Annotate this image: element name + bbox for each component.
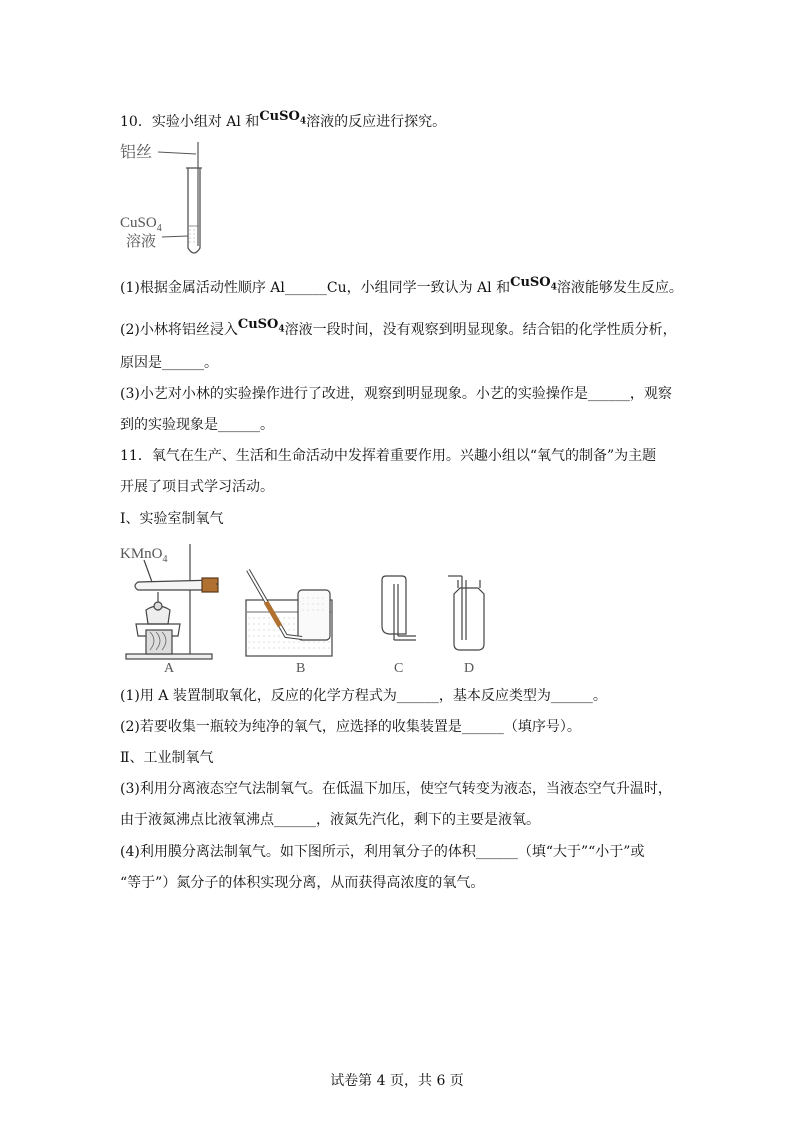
q10-intro-pre: 10．实验小组对 Al 和	[120, 114, 260, 130]
chem-formula-cuso4: CuSO$_4$	[237, 317, 285, 335]
q10-part2-line2: 原因是______。	[120, 355, 218, 371]
label-b: B	[296, 661, 306, 675]
solution-label-text: 溶液	[126, 234, 157, 250]
q11-part4-line2: “等于”）氮分子的体积实现分离，从而获得高浓度的氧气。	[120, 875, 485, 891]
chem-formula-cuso4: CuSO$_4$	[510, 275, 557, 293]
q10-part2: (2)小林将铝丝浸入CuSO$_4$溶液一段时间，没有观察到明显现象。结合铝的化学性质分析，	[120, 317, 677, 338]
q11-section1-heading: Ⅰ、实验室制氧气	[120, 511, 224, 527]
test-tube-figure	[118, 138, 228, 263]
q11-section2-heading: Ⅱ、工业制氧气	[120, 750, 214, 766]
apparatus-a	[120, 544, 218, 659]
q11-part2: (2)若要收集一瓶较为纯净的氧气，应选择的收集装置是______（填序号）。	[120, 719, 581, 735]
q11-part3-line2: 由于液氮沸点比液氧沸点______，液氮先汽化，剩下的主要是液氧。	[120, 812, 540, 828]
chem-formula-cuso4: CuSO$_4$	[259, 109, 307, 127]
apparatus-b	[246, 570, 332, 656]
q11-part1: (1)用 A 装置制取氧化，反应的化学方程式为______，基本反应类型为______。	[120, 688, 607, 704]
q11-intro-line2: 开展了项目式学习活动。	[120, 479, 274, 495]
q10-part1: (1)根据金属活动性顺序 Al______Cu，小组同学一致认为 Al 和CuSO$_4$溶液能够发生反应。	[120, 275, 683, 296]
wire-label: 铝丝	[120, 144, 153, 161]
apparatus-figure	[118, 540, 498, 675]
apparatus-c	[382, 576, 416, 640]
solution-label-formula: CuSO$_4$	[120, 215, 162, 234]
q11-part4-line1: (4)利用膜分离法制氧气。如下图所示，利用氧分子的体积______（填“大于”“小于”或	[120, 844, 645, 860]
q10-intro	[120, 109, 447, 138]
page-footer: 试卷第 4 页，共 6 页	[330, 1073, 464, 1089]
label-c: C	[394, 661, 404, 675]
q11-part3-line1: (3)利用分离液态空气法制氧气。在低温下加压，使空气转变为液态，当液态空气升温时，	[120, 781, 672, 797]
q10-part3-line1: (3)小艺对小林的实验操作进行了改进，观察到明显现象。小艺的实验操作是______，观察	[120, 386, 672, 402]
q11-intro-line1: 11．氧气在生产、生活和生命活动中发挥着重要作用。兴趣小组以“氧气的制备”为主题	[120, 448, 657, 464]
q10-part3-line2: 到的实验现象是______。	[120, 417, 274, 433]
label-d: D	[464, 661, 475, 675]
svg-text:KMnO4: KMnO$_4$	[120, 546, 168, 565]
q10-intro-post: 溶液的反应进行探究。	[306, 114, 447, 130]
apparatus-d	[448, 576, 484, 650]
label-a: A	[164, 661, 175, 675]
